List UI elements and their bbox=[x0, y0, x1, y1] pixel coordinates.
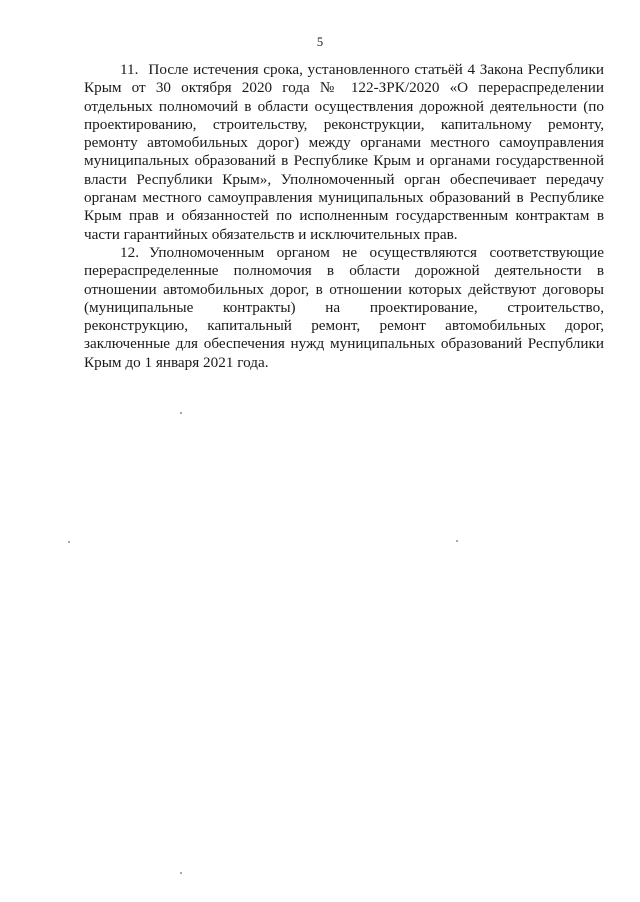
paragraph-number: 12. bbox=[120, 243, 139, 261]
scan-speck bbox=[180, 872, 182, 874]
paragraph-text: После истечения срока, установленного статьёй 4 Закона Республики Крым от 30 октября 2020 года № 122-ЗРК/2020 «О перераспределении отдельных полномочий в области осуществления дорожной деятельности (по проектированию, строительству, реконструкции, капитальному ремонту, ремонту автомобильных дорог) между органами местного самоуправления муниципальных образований в Республике Крым и органами государственной власти Республики Крым», Уполномоченный орган обеспечивает передачу органам местного самоуправления муниципальных образований в Республике Крым прав и обязанностей по исполненным государственным контрактам в части гарантийных обязательств и исключительных прав. bbox=[84, 61, 604, 243]
paragraph-12 bbox=[84, 244, 604, 372]
document-body bbox=[84, 61, 604, 372]
scan-speck bbox=[180, 412, 182, 414]
scan-speck bbox=[68, 541, 70, 543]
page-number: 5 bbox=[316, 35, 324, 49]
scan-speck bbox=[456, 540, 458, 542]
paragraph-text: Уполномоченным органом не осуществляются соответствующие перераспределенные полномочия в области дорожной деятельности в отношении автомобильных дорог, в отношении которых действуют договоры (муниципальные контракты) на проектирование, строительство, реконструкцию, капитальный ремонт, ремонт автомобильных дорог, заключенные для обеспечения нужд муниципальных образований Республики Крым до 1 января 2021 года. bbox=[84, 243, 604, 371]
paragraph-11 bbox=[84, 61, 604, 244]
paragraph-number: 11. bbox=[120, 61, 139, 78]
